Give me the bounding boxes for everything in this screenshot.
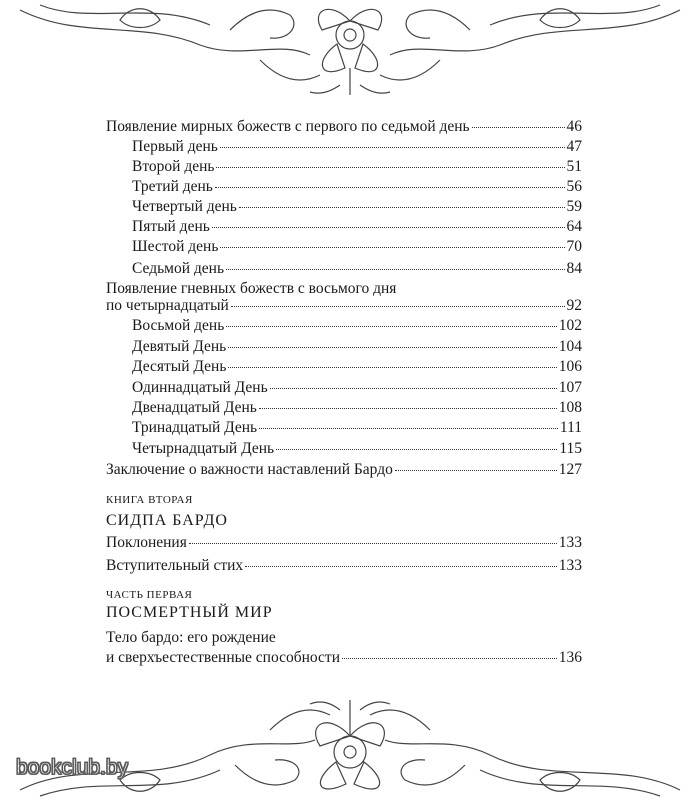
toc-entry-conclusion[interactable] bbox=[106, 460, 582, 480]
toc-page-number: 59 bbox=[566, 198, 582, 215]
toc-page-number: 64 bbox=[566, 218, 582, 235]
toc-page-number: 47 bbox=[566, 138, 582, 155]
dot-leader bbox=[216, 167, 564, 168]
dot-leader bbox=[270, 388, 557, 389]
toc-page-number: 133 bbox=[558, 557, 582, 574]
toc-entry-day[interactable] bbox=[132, 418, 582, 438]
toc-entry-bardo-body-line1: Тело бардо: его рождение bbox=[106, 629, 276, 646]
part-one-label: ЧАСТЬ ПЕРВАЯ bbox=[106, 589, 193, 601]
dot-leader bbox=[212, 227, 565, 228]
toc-entry-title: Девятый День bbox=[132, 338, 227, 355]
dot-leader bbox=[259, 428, 558, 429]
toc-entry-day[interactable] bbox=[132, 157, 582, 177]
toc-page-number: 46 bbox=[566, 118, 582, 135]
dot-leader bbox=[220, 247, 564, 248]
toc-entry-title: Двенадцатый День bbox=[132, 399, 257, 416]
toc-page-number: 133 bbox=[558, 534, 582, 551]
toc-entry-title: Заключение о важности наставлений Бардо bbox=[106, 461, 393, 478]
toc-entry-title: Поклонения bbox=[106, 534, 187, 551]
dot-leader bbox=[342, 658, 557, 659]
dot-leader bbox=[276, 449, 557, 450]
dot-leader bbox=[395, 470, 557, 471]
toc-entry-day[interactable] bbox=[132, 439, 582, 459]
toc-entry-introductory-verse[interactable] bbox=[106, 556, 582, 576]
toc-page-number: 127 bbox=[558, 461, 582, 478]
toc-page-number: 104 bbox=[558, 338, 582, 355]
toc-entry-title: Одиннадцатый День bbox=[132, 379, 268, 396]
dot-leader bbox=[189, 543, 557, 544]
dot-leader bbox=[226, 269, 564, 270]
toc-page-number: 115 bbox=[559, 440, 582, 457]
bottom-floral-ornament bbox=[0, 690, 700, 799]
toc-entry-title: Второй день bbox=[132, 158, 215, 175]
toc-entry-day[interactable] bbox=[132, 197, 582, 217]
toc-entry-bardo-body[interactable] bbox=[106, 648, 582, 668]
toc-page-number: 70 bbox=[566, 238, 582, 255]
toc-page-number: 106 bbox=[558, 358, 582, 375]
toc-entry-day[interactable] bbox=[132, 259, 582, 279]
toc-entry-title: Третий день bbox=[132, 178, 213, 195]
toc-entry-day[interactable] bbox=[132, 137, 582, 157]
dot-leader bbox=[226, 326, 556, 327]
toc-entry-title: Десятый День bbox=[132, 358, 227, 375]
toc-entry-title: Пятый день bbox=[132, 218, 210, 235]
toc-entry-title: Шестой день bbox=[132, 238, 219, 255]
top-floral-ornament bbox=[0, 0, 700, 100]
toc-entry-title: Вступительный стих bbox=[106, 557, 244, 574]
dot-leader bbox=[239, 207, 565, 208]
toc-page-number: 102 bbox=[558, 317, 582, 334]
toc-entry-day[interactable] bbox=[132, 316, 582, 336]
toc-entry-title: Появление мирных божеств с первого по седьмой день bbox=[106, 118, 470, 135]
toc-entry-day[interactable] bbox=[132, 217, 582, 237]
dot-leader bbox=[215, 187, 565, 188]
toc-entry-day[interactable] bbox=[132, 337, 582, 357]
part-one-title: ПОСМЕРТНЫЙ МИР bbox=[106, 604, 273, 621]
toc-entry-title: Восьмой день bbox=[132, 317, 225, 334]
dot-leader bbox=[220, 147, 565, 148]
book-two-label: КНИГА ВТОРАЯ bbox=[106, 494, 193, 506]
toc-entry-day[interactable] bbox=[132, 398, 582, 418]
toc-entry-title: по четырнадцатый bbox=[106, 297, 229, 314]
toc-entry-wrathful-deities[interactable] bbox=[106, 296, 582, 316]
toc-page-number: 111 bbox=[559, 419, 582, 436]
toc-page-number: 84 bbox=[566, 260, 582, 277]
dot-leader bbox=[228, 367, 556, 368]
toc-entry-title: Первый день bbox=[132, 138, 218, 155]
toc-page-number: 51 bbox=[566, 158, 582, 175]
toc-entry-worship[interactable] bbox=[106, 533, 582, 553]
toc-page-number: 136 bbox=[558, 649, 582, 666]
toc-entry-wrathful-deities-line1: Появление гневных божеств с восьмого дня bbox=[106, 280, 397, 297]
toc-page-number: 108 bbox=[558, 399, 582, 416]
dot-leader bbox=[228, 347, 557, 348]
toc-entry-day[interactable] bbox=[132, 237, 582, 257]
book-two-title: СИДПА БАРДО bbox=[106, 512, 228, 529]
dot-leader bbox=[472, 127, 565, 128]
toc-entry-title: и сверхъестественные способности bbox=[106, 649, 340, 666]
toc-entry-day[interactable] bbox=[132, 378, 582, 398]
toc-entry-title: Тринадцатый День bbox=[132, 419, 258, 436]
dot-leader bbox=[245, 566, 557, 567]
toc-entry-title: Четырнадцатый День bbox=[132, 440, 275, 457]
toc-entry-day[interactable] bbox=[132, 357, 582, 377]
toc-entry-day[interactable] bbox=[132, 177, 582, 197]
dot-leader bbox=[231, 306, 565, 307]
toc-page-number: 107 bbox=[558, 379, 582, 396]
toc-page-number: 92 bbox=[566, 297, 582, 314]
toc-entry-peaceful-deities[interactable] bbox=[106, 117, 582, 137]
toc-entry-title: Седьмой день bbox=[132, 260, 225, 277]
toc-page-number: 56 bbox=[566, 178, 582, 195]
watermark-text: bookclub.by bbox=[16, 756, 129, 779]
toc-entry-title: Четвертый день bbox=[132, 198, 237, 215]
dot-leader bbox=[259, 408, 557, 409]
